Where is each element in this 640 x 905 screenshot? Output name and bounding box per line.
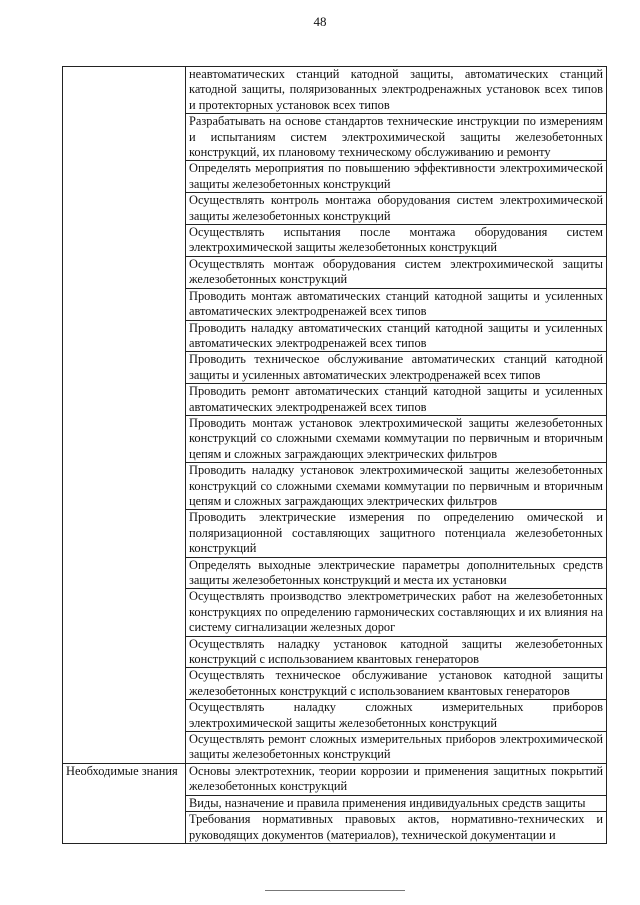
row-label — [63, 67, 186, 764]
row-text: неавтоматических станций катодной защиты, автоматических станций катодной защиты, поляризованных электродренажных установок всех типов и протекторных установок всех типов — [186, 67, 607, 114]
row-text: Осуществлять наладку сложных измерительных приборов электрохимической защиты железобетонных конструкций — [186, 700, 607, 732]
row-text: Осуществлять производство электрометрических работ на железобетонных конструкциях по определению гармонических составляющих и их влияния на систему сигнализации железных дорог — [186, 589, 607, 636]
requirements-table — [62, 66, 607, 844]
table-body — [63, 67, 607, 844]
bottom-rule — [265, 890, 405, 891]
row-text: Проводить электрические измерения по определению омической и поляризационной составляющих защитного потенциала железобетонных конструкций — [186, 510, 607, 557]
table-row — [63, 763, 607, 795]
row-text: Проводить монтаж автоматических станций катодной защиты и усиленных автоматических электродренажей всех типов — [186, 288, 607, 320]
row-text: Проводить наладку установок электрохимической защиты железобетонных конструкций со сложными схемами коммутации по первичным и вторичным цепям и сложных заграждающих электрических фильтров — [186, 463, 607, 510]
row-text: Определять мероприятия по повышению эффективности электрохимической защиты железобетонных конструкций — [186, 161, 607, 193]
row-text: Определять выходные электрические параметры дополнительных средств защиты железобетонных конструкций и места их установки — [186, 557, 607, 589]
row-text: Осуществлять испытания после монтажа оборудования систем электрохимической защиты железобетонных конструкций — [186, 225, 607, 257]
row-label: Необходимые знания — [63, 763, 186, 843]
row-text: Требования нормативных правовых актов, нормативно-технических и руководящих документов (материалов), технической документации и — [186, 812, 607, 844]
row-text: Осуществлять монтаж оборудования систем электрохимической защиты железобетонных конструкций — [186, 256, 607, 288]
row-text: Проводить ремонт автоматических станций катодной защиты и усиленных автоматических электродренажей всех типов — [186, 384, 607, 416]
row-text: Проводить наладку автоматических станций катодной защиты и усиленных автоматических электродренажей всех типов — [186, 320, 607, 352]
row-text: Виды, назначение и правила применения индивидуальных средств защиты — [186, 795, 607, 811]
page-number: 48 — [313, 14, 327, 29]
table-row — [63, 67, 607, 114]
row-text: Осуществлять наладку установок катодной защиты железобетонных конструкций с использованием квантовых генераторов — [186, 636, 607, 668]
row-text: Разрабатывать на основе стандартов технические инструкции по измерениям и испытаниям систем электрохимической защиты железобетонных конструкций, их плановому техническому обслуживанию и ремонту — [186, 114, 607, 161]
row-text: Проводить монтаж установок электрохимической защиты железобетонных конструкций со сложными схемами коммутации по первичным и вторичным цепям и сложных заграждающих электрических фильтров — [186, 415, 607, 462]
row-text: Основы электротехник, теории коррозии и применения защитных покрытий железобетонных конструкций — [186, 763, 607, 795]
row-text: Осуществлять ремонт сложных измерительных приборов электрохимической защиты железобетонных конструкций — [186, 732, 607, 764]
row-text: Осуществлять контроль монтажа оборудования систем электрохимической защиты железобетонных конструкций — [186, 193, 607, 225]
row-text: Осуществлять техническое обслуживание установок катодной защиты железобетонных конструкций с использованием квантовых генераторов — [186, 668, 607, 700]
row-text: Проводить техническое обслуживание автоматических станций катодной защиты и усиленных автоматических электродренажей всех типов — [186, 352, 607, 384]
